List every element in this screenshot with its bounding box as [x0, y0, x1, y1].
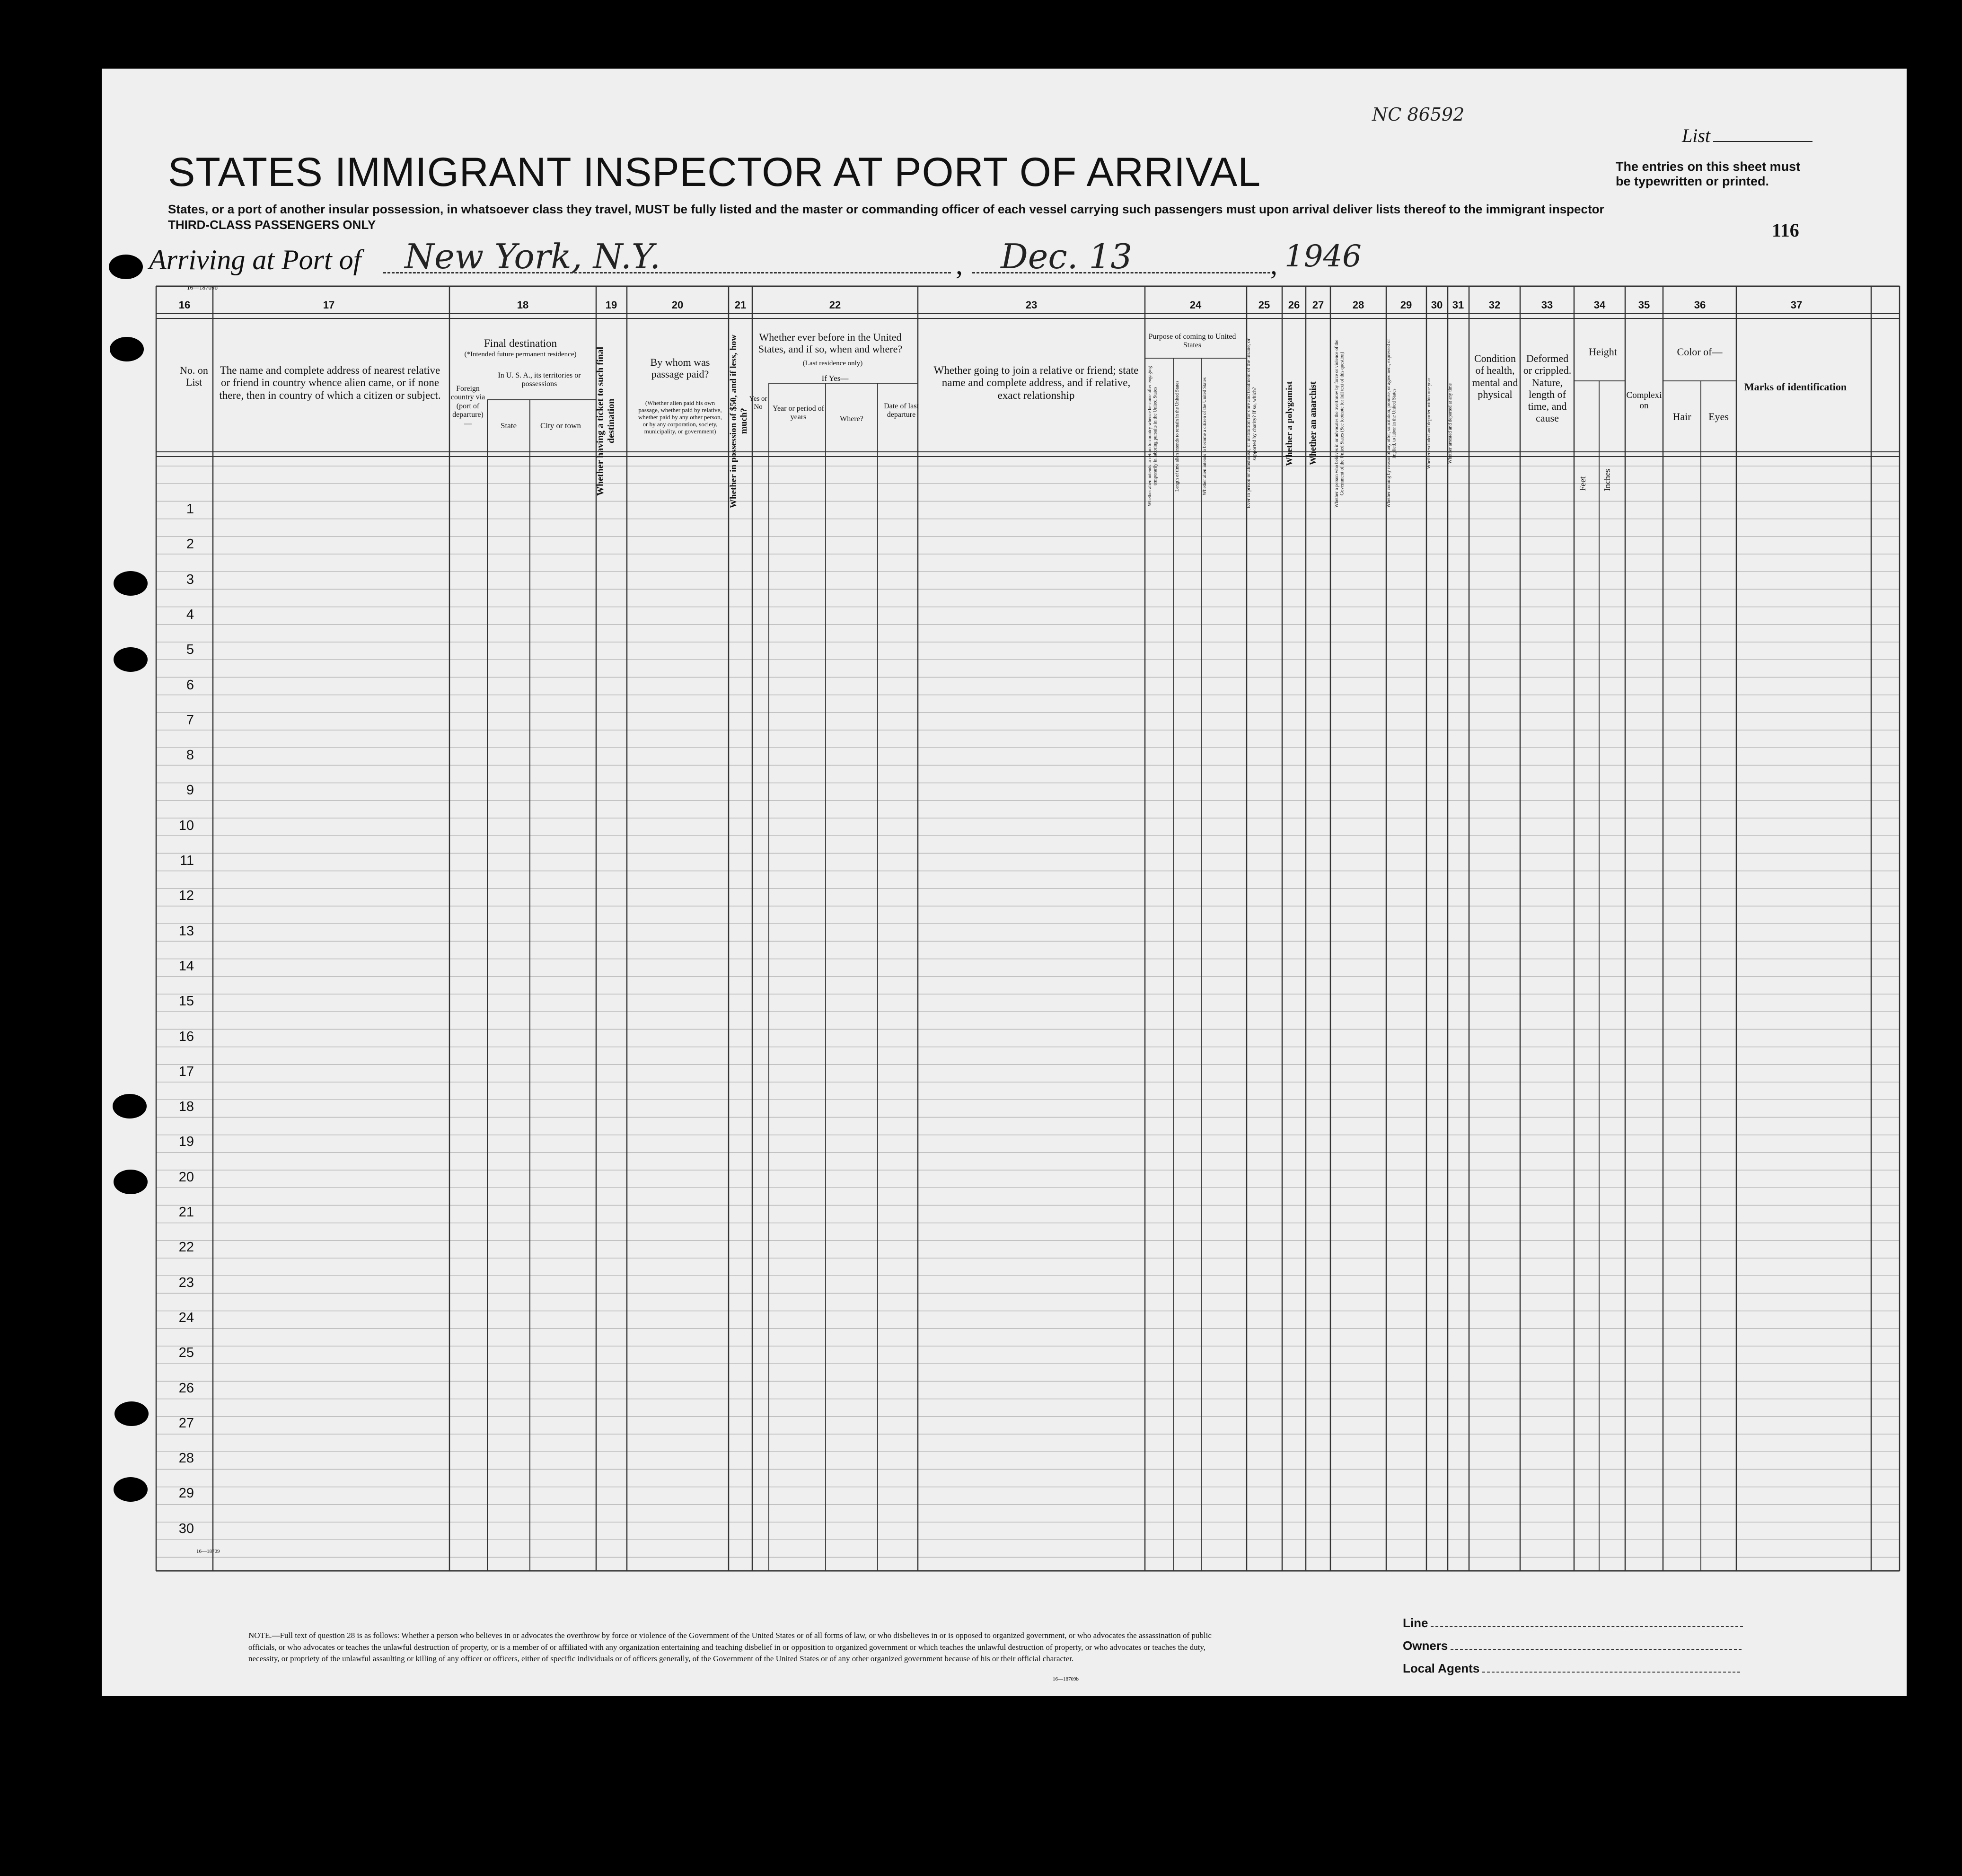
column-27-header: Whether an anarchist: [1308, 381, 1318, 466]
column-18-header: Final destination: [484, 337, 557, 349]
row-number: 20: [178, 1169, 194, 1185]
row-number: 19: [178, 1134, 194, 1150]
row-number: 25: [178, 1345, 194, 1361]
year-value: 1946: [1285, 239, 1362, 274]
row-number: 26: [178, 1380, 194, 1396]
row-number: 24: [178, 1310, 194, 1325]
row-number: 21: [178, 1205, 194, 1220]
column-26-header: Whether a polygamist: [1285, 381, 1294, 466]
punch-hole: [114, 647, 148, 672]
punch-hole: [114, 1477, 148, 1502]
column-number-16: 16: [178, 299, 191, 311]
column-number-27: 27: [1312, 299, 1324, 311]
punch-hole: [110, 337, 144, 361]
grid-form-number: 16—18709: [196, 1549, 220, 1554]
column-36-eyes: Eyes: [1708, 411, 1729, 423]
owners-label: Owners: [1403, 1638, 1742, 1653]
row-number: 1: [186, 502, 194, 517]
column-34-inches: Inches: [1602, 469, 1612, 492]
comma-2: ,: [1270, 249, 1277, 280]
line-label: Line: [1403, 1616, 1743, 1630]
column-37-header: Marks of identification: [1744, 381, 1847, 393]
column-number-20: 20: [671, 299, 684, 311]
punch-hole: [113, 1094, 147, 1119]
row-number: 4: [186, 607, 194, 622]
form-number-bottom: 16—18709b: [1053, 1676, 1079, 1682]
column-number-36: 36: [1694, 299, 1706, 311]
column-19-header: Whether having a ticket to such final destination: [595, 346, 616, 496]
column-number-33: 33: [1541, 299, 1553, 311]
column-21-header: Whether in possession of $50, and if less, how much?: [729, 334, 749, 508]
form-number-top: 16—18709b: [187, 284, 218, 291]
row-number: 30: [178, 1521, 194, 1536]
column-30-header: Whether excluded and deported within one year: [1426, 378, 1432, 469]
column-number-17: 17: [323, 299, 335, 311]
column-36-header: Color of—: [1677, 346, 1723, 358]
column-18-city: City or town: [540, 421, 581, 430]
column-number-26: 26: [1288, 299, 1300, 311]
column-25-header: Ever in prison or almshouse, or institution for care and treatment of the insane, or supported by charity? If so, which?: [1246, 338, 1258, 509]
handwritten-reference: NC 86592: [1372, 104, 1465, 125]
punch-hole: [114, 571, 148, 596]
column-number-21: 21: [734, 299, 747, 311]
port-value: New York, N.Y.: [405, 237, 660, 276]
row-number: 16: [178, 1029, 194, 1044]
row-number: 28: [178, 1451, 194, 1466]
row-number: 2: [186, 537, 194, 552]
column-31-header: Whether arrested and deported at any time: [1448, 383, 1453, 464]
punch-hole: [109, 255, 143, 279]
footnote-question-28: NOTE.—Full text of question 28 is as follows: Whether a person who believes in or advocates the overthrow by force or violence of the Government of the United States or of all forms of law, or who disbelieves in or is opposed to organized government, or who advocates the assassination of public officials, or who advocates or teaches the unlawful destruction of property, or is a member of or affiliated with any organization entertaining and teaching disbelief in or opposition to organized government or which teaches the unlawful destruction of property, or who advocates or teaches the duty, necessity, or propriety of the unlawful assaulting or killing of any officer or officers, either of specific individuals or of officers generally, of the Government of the United States or of any other organized government because of his or their official character.: [248, 1631, 1212, 1664]
row-number: 15: [178, 994, 194, 1009]
column-32-header: Condition of health, mental and physical: [1472, 352, 1518, 400]
column-number-34: 34: [1593, 299, 1606, 311]
manifest-grid: [102, 69, 1907, 1696]
row-number: 14: [178, 958, 194, 974]
arriving-label: Arriving at Port of: [149, 244, 361, 275]
column-29-header: Whether coming by reason of any offer, solicitation, promise, or agreement, expressed or implied, to labor in the United States: [1386, 339, 1397, 508]
column-number-18: 18: [517, 299, 529, 311]
column-number-31: 31: [1452, 299, 1464, 311]
column-23-header: Whether going to join a relative or friend; state name and complete address, and if relative, exact relationship: [933, 364, 1139, 401]
column-33-header: Deformed or crippled. Nature, length of time, and cause: [1523, 352, 1572, 424]
row-number: 18: [178, 1099, 194, 1115]
column-number-32: 32: [1488, 299, 1501, 311]
page-title: STATES IMMIGRANT INSPECTOR AT PORT OF ARRIVAL: [168, 150, 1261, 195]
column-18-subheader: (*Intended future permanent residence): [464, 351, 577, 358]
typewritten-note: The entries on this sheet must be typewritten or printed.: [1616, 159, 1801, 188]
column-number-22: 22: [829, 299, 841, 311]
column-20-header: By whom was passage paid?: [650, 356, 710, 380]
column-16-header: No. on List: [180, 364, 208, 388]
list-label: List: [1682, 124, 1812, 147]
column-28-header: Whether a person who believes in or advocates the overthrow by force or violence of the Government of the United States (See footnote for full text of this question): [1334, 339, 1345, 508]
column-24-header: Purpose of coming to United States: [1148, 333, 1236, 350]
row-number: 3: [186, 572, 194, 587]
comma: ,: [956, 249, 963, 280]
column-22-header: Whether ever before in the United States, and if so, when and where?: [758, 331, 903, 355]
column-number-23: 23: [1025, 299, 1038, 311]
column-35-header: Complexion: [1626, 390, 1662, 411]
column-20-subheader: (Whether alien paid his own passage, whether paid by relative, whether paid by any other person, or by any corporation, society, municipality, or government): [638, 399, 722, 435]
row-number: 8: [186, 748, 194, 763]
row-number: 10: [178, 818, 194, 833]
column-number-29: 29: [1400, 299, 1412, 311]
row-number: 23: [178, 1275, 194, 1290]
sheet-number: 116: [1772, 220, 1799, 241]
row-number: 29: [178, 1486, 194, 1501]
column-number-25: 25: [1258, 299, 1270, 311]
column-22-yes-no: Yes or No: [749, 395, 767, 411]
column-17-header: The name and complete address of nearest relative or friend in country whence alien came, or if none there, then in country of which a citizen or subject.: [219, 364, 441, 401]
local-agents-label: Local Agents: [1403, 1661, 1740, 1676]
column-24-citizen: Whether alien intends to become a citizen of the United States: [1202, 377, 1207, 495]
column-22-period: Year or period of years: [772, 405, 824, 422]
column-18-state: State: [501, 421, 517, 430]
column-number-24: 24: [1189, 299, 1202, 311]
column-18-usa: In U. S. A., its territories or possessions: [498, 371, 581, 388]
column-number-28: 28: [1352, 299, 1364, 311]
column-22-subheader: (Last residence only): [802, 360, 863, 367]
row-number: 7: [186, 712, 194, 728]
column-36-hair: Hair: [1672, 411, 1691, 423]
column-number-30: 30: [1431, 299, 1443, 311]
row-number: 22: [178, 1240, 194, 1255]
column-24-return: Whether alien intends to return to country whence he came after engaging temporarily in laboring pursuits in the United States: [1147, 366, 1158, 507]
date-value: Dec. 13: [1001, 237, 1133, 276]
punch-hole: [114, 1401, 149, 1426]
instruction-text: States, or a port of another insular possession, in whatsoever class they travel, MUST be fully listed and the master or commanding officer of each vessel carrying such passengers must upon arrival deliver lists thereof to the immigrant inspector: [168, 202, 1604, 216]
column-number-19: 19: [605, 299, 617, 311]
row-number: 17: [178, 1064, 194, 1079]
row-number: 9: [186, 783, 194, 798]
column-22-last-departure: Date of last departure: [884, 402, 919, 419]
row-number: 27: [178, 1415, 194, 1431]
punch-hole: [114, 1170, 148, 1194]
column-34-feet: Feet: [1578, 476, 1587, 491]
manifest-sheet: [102, 69, 1907, 1696]
row-number: 5: [186, 642, 194, 658]
column-22-if-yes: If Yes—: [821, 374, 849, 383]
row-number: 6: [186, 677, 194, 693]
row-number: 13: [178, 923, 194, 939]
column-number-35: 35: [1638, 299, 1650, 311]
column-18-foreign: Foreign country via (port of departure)—: [450, 385, 485, 428]
row-number: 11: [179, 853, 194, 868]
class-label: THIRD-CLASS PASSENGERS ONLY: [168, 218, 376, 232]
column-22-where: Where?: [840, 415, 863, 423]
column-24-length: Length of time alien intends to remain in the United States: [1175, 380, 1180, 492]
column-34-header: Height: [1589, 346, 1617, 358]
row-number: 12: [178, 888, 194, 904]
column-number-37: 37: [1790, 299, 1803, 311]
